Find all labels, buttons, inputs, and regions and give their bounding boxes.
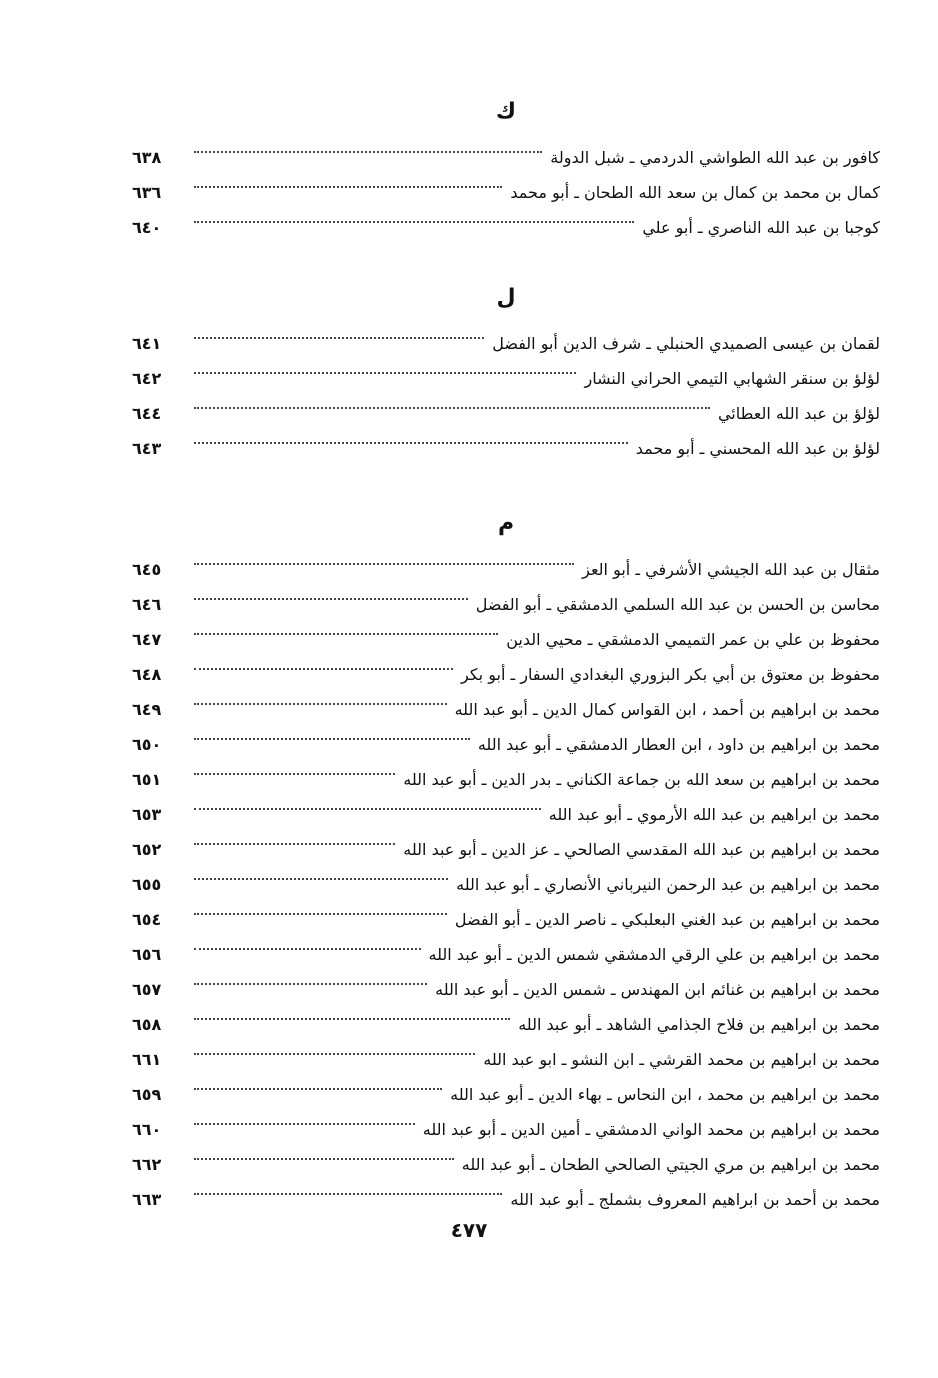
entry-name: لؤلؤ بن عبد الله المحسني ـ أبو محمد xyxy=(635,439,880,458)
entry-page-number: ٦٦٣ xyxy=(132,1190,162,1209)
dot-leader xyxy=(194,540,574,575)
dot-leader xyxy=(194,419,628,454)
entry-page-number: ٦٤٨ xyxy=(132,665,162,684)
entry-page-number: ٦٦٢ xyxy=(132,1155,162,1174)
entry-name: محفوظ بن علي بن عمر التميمي الدمشقي ـ محيي الدين xyxy=(506,630,880,649)
index-entry xyxy=(132,540,880,579)
entry-name: محمد بن ابراهيم بن فلاح الجذامي الشاهد ـ أبو عبد الله xyxy=(518,1015,880,1034)
dot-leader xyxy=(194,680,447,715)
section-letter: ك xyxy=(495,99,517,124)
entry-name: مثقال بن عبد الله الجيشي الأشرفي ـ أبو العز xyxy=(582,560,880,579)
entry-name: محمد بن ابراهيم بن سعد الله بن جماعة الكناني ـ بدر الدين ـ أبو عبد الله xyxy=(403,770,880,789)
dot-leader xyxy=(194,610,498,645)
dot-leader xyxy=(194,128,542,163)
dot-leader xyxy=(194,1065,442,1100)
dot-leader xyxy=(194,785,541,820)
entry-page-number: ٦٥٠ xyxy=(132,735,162,754)
entry-name: كمال بن محمد بن كمال بن سعد الله الطحان ـ أبو محمد xyxy=(510,183,880,202)
entry-name: محمد بن ابراهيم بن عبد الغني البعلبكي ـ ناصر الدين ـ أبو الفضل xyxy=(454,910,880,929)
entry-page-number: ٦٤٧ xyxy=(132,630,162,649)
section-mim xyxy=(132,508,880,1209)
entry-page-number: ٦٥٧ xyxy=(132,980,162,999)
entry-name: لؤلؤ بن عبد الله العطائي xyxy=(717,404,880,423)
dot-leader xyxy=(194,198,634,233)
entry-page-number: ٦٥١ xyxy=(132,770,162,789)
dot-leader xyxy=(194,163,502,198)
entry-name: محمد بن ابراهيم بن عبد الله المقدسي الصالحي ـ عز الدين ـ أبو عبد الله xyxy=(403,840,880,859)
entry-name: محمد بن ابراهيم بن مري الجيتي الصالحي الطحان ـ أبو عبد الله xyxy=(461,1155,880,1174)
entry-page-number: ٦٦١ xyxy=(132,1050,162,1069)
dot-leader xyxy=(194,1135,454,1170)
entry-name: محمد بن ابراهيم بن محمد القرشي ـ ابن النشو ـ ابو عبد الله xyxy=(483,1050,880,1069)
dot-leader xyxy=(194,995,510,1030)
entry-name: محمد بن ابراهيم بن أحمد ، ابن القواس كمال الدين ـ أبو عبد الله xyxy=(454,700,880,719)
entry-page-number: ٦٦٠ xyxy=(132,1120,162,1139)
entry-name: محمد بن ابراهيم بن داود ، ابن العطار الدمشقي ـ أبو عبد الله xyxy=(477,735,880,754)
dot-leader xyxy=(194,750,395,785)
entry-page-number: ٦٤٥ xyxy=(132,560,162,579)
entry-page-number: ٦٤٢ xyxy=(132,369,162,388)
entry-page-number: ٦٤٩ xyxy=(132,700,162,719)
entry-page-number: ٦٥٨ xyxy=(132,1015,162,1034)
dot-leader xyxy=(194,820,395,855)
entry-page-number: ٦٣٨ xyxy=(132,148,162,167)
entry-page-number: ٦٥٦ xyxy=(132,945,162,964)
index-entry xyxy=(132,128,880,167)
entry-name: محفوظ بن معتوق بن أبي بكر البزوري البغدادي السفار ـ أبو بكر xyxy=(461,665,880,684)
dot-leader xyxy=(194,314,484,349)
entry-name: محمد بن ابراهيم بن محمد ، ابن النحاس ـ بهاء الدين ـ أبو عبد الله xyxy=(450,1085,880,1104)
dot-leader xyxy=(194,384,710,419)
entry-page-number: ٦٤٠ xyxy=(132,218,162,237)
page-number: ٤٧٧ xyxy=(450,1218,488,1242)
dot-leader xyxy=(194,1030,475,1065)
section-letter: م xyxy=(497,511,515,536)
entry-page-number: ٦٤٤ xyxy=(132,404,162,423)
section-letter: ل xyxy=(496,285,516,310)
entry-page-number: ٦٤١ xyxy=(132,334,162,353)
entry-page-number: ٦٥٩ xyxy=(132,1085,162,1104)
dot-leader xyxy=(194,1100,415,1135)
entry-name: محمد بن أحمد بن ابراهيم المعروف بشملج ـ أبو عبد الله xyxy=(510,1190,880,1209)
dot-leader xyxy=(194,925,421,960)
section-lam xyxy=(132,282,880,458)
entry-list xyxy=(132,314,880,458)
dot-leader xyxy=(194,890,447,925)
entry-page-number: ٦٥٢ xyxy=(132,840,162,859)
dot-leader xyxy=(194,349,576,384)
entry-list xyxy=(132,540,880,1209)
entry-page-number: ٦٣٦ xyxy=(132,183,162,202)
entry-name: محمد بن ابراهيم بن عبد الرحمن النيرباني الأنصاري ـ أبو عبد الله xyxy=(456,875,880,894)
entry-name: لقمان بن عيسى الصميدي الحنبلي ـ شرف الدين أبو الفضل xyxy=(492,334,880,353)
dot-leader xyxy=(194,715,470,750)
entry-page-number: ٦٤٣ xyxy=(132,439,162,458)
entry-page-number: ٦٥٥ xyxy=(132,875,162,894)
entry-list xyxy=(132,128,880,237)
dot-leader xyxy=(194,575,468,610)
dot-leader xyxy=(194,1170,502,1205)
entry-name: لؤلؤ بن سنقر الشهابي التيمي الحراني النشار xyxy=(584,369,880,388)
index-entry xyxy=(132,314,880,353)
entry-name: كوجبا بن عبد الله الناصري ـ أبو علي xyxy=(642,218,880,237)
entry-page-number: ٦٤٦ xyxy=(132,595,162,614)
entry-name: كافور بن عبد الله الطواشي الدردمي ـ شبل الدولة xyxy=(550,148,880,167)
entry-name: محمد بن ابراهيم بن عبد الله الأرموي ـ أبو عبد الله xyxy=(548,805,880,824)
entry-name: محمد بن ابراهيم بن غنائم ابن المهندس ـ شمس الدين ـ أبو عبد الله xyxy=(435,980,880,999)
section-kaf xyxy=(132,96,880,237)
dot-leader xyxy=(194,645,453,680)
entry-page-number: ٦٥٤ xyxy=(132,910,162,929)
entry-name: محمد بن ابراهيم بن علي الرقي الدمشقي شمس الدين ـ أبو عبد الله xyxy=(428,945,880,964)
dot-leader xyxy=(194,855,448,890)
dot-leader xyxy=(194,960,427,995)
entry-name: محمد بن ابراهيم بن محمد الواني الدمشقي ـ أمين الدين ـ أبو عبد الله xyxy=(422,1120,880,1139)
entry-name: محاسن بن الحسن بن عبد الله السلمي الدمشقي ـ أبو الفضل xyxy=(475,595,880,614)
entry-page-number: ٦٥٣ xyxy=(132,805,162,824)
